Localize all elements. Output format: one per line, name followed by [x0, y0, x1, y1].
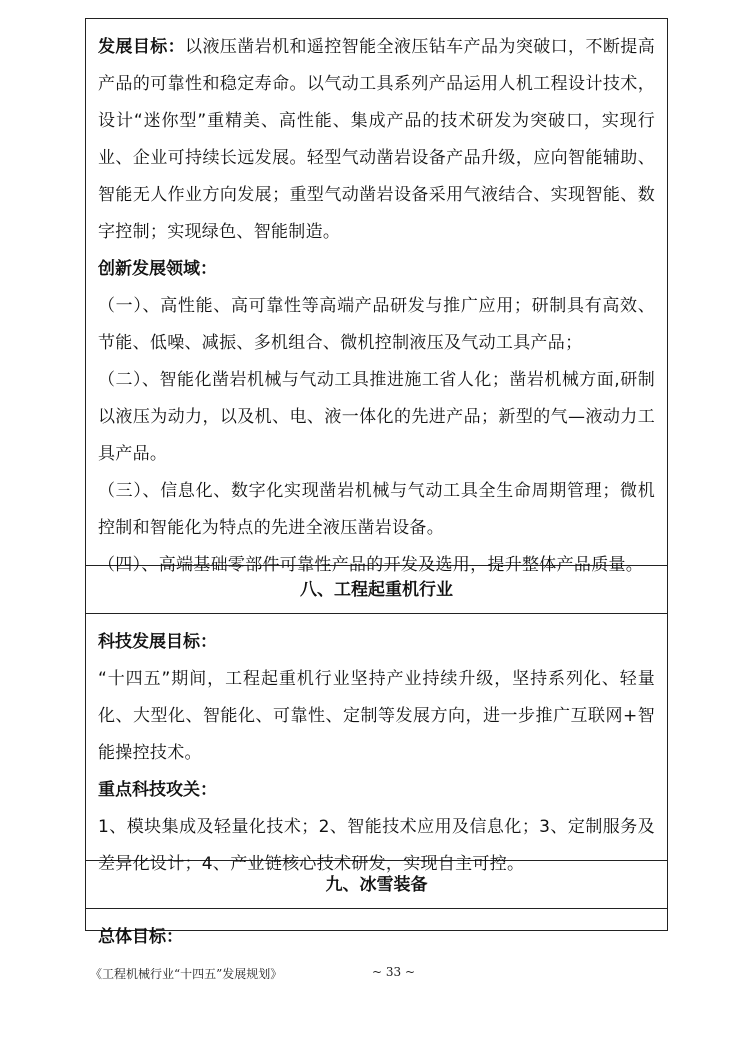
innovation-item-3: （三）、信息化、数字化实现凿岩机械与气动工具全生命周期管理；微机控制和智能化为特点的先进全液压凿岩设备。	[98, 481, 655, 538]
development-goal-label: 发展目标：	[98, 37, 186, 57]
innovation-item-1: （一）、高性能、高可靠性等高端产品研发与推广应用；研制具有高效、节能、低噪、减振、多机组合、微机控制液压及气动工具产品；	[98, 296, 655, 353]
page-number: ~ 33 ~	[372, 965, 416, 979]
key-tech-heading: 重点科技攻关：	[98, 780, 217, 800]
development-goal-text: 以液压凿岩机和遥控智能全液压钻车产品为突破口，不断提高产品的可靠性和稳定寿命。以气动工具系列产品运用人机工程设计技术，设计“迷你型”重精美、高性能、集成产品的技术研发为突破口，实现行业、企业可持续长远发展。轻型气动凿岩设备产品升级，应向智能辅助、智能无人作业方向发展；重型气动凿岩设备采用气液结合、实现智能、数字控制；实现绿色、智能制造。	[98, 37, 655, 242]
innovation-item-4: （四）、高端基础零部件可靠性产品的开发及选用，提升整体产品质量。	[98, 555, 644, 575]
innovation-areas-heading: 创新发展领域：	[98, 259, 217, 279]
section-title-crane: 八、工程起重机行业	[86, 566, 667, 614]
footer-doc-title: 《工程机械行业“十四五”发展规划》	[90, 967, 283, 981]
development-goal-paragraph	[98, 29, 655, 251]
tech-goal-text: “十四五”期间，工程起重机行业坚持产业持续升级，坚持系列化、轻量化、大型化、智能化、可靠性、定制等发展方向，进一步推广互联网+智能操控技术。	[98, 669, 655, 763]
tech-goal-heading: 科技发展目标：	[98, 632, 217, 652]
overall-goal-heading: 总体目标：	[98, 927, 183, 947]
key-tech-text: 1、模块集成及轻量化技术；2、智能技术应用及信息化；3、定制服务及差异化设计；4、产业链核心技术研发，实现自主可控。	[98, 817, 655, 874]
section-ice-snow	[86, 909, 667, 969]
section-rock-drilling	[86, 19, 667, 575]
section-title-ice-snow: 九、冰雪装备	[86, 861, 667, 909]
innovation-item-2: （二）、智能化凿岩机械与气动工具推进施工省人化；凿岩机械方面,研制以液压为动力，以及机、电、液一体化的先进产品；新型的气—液动力工具产品。	[98, 370, 655, 464]
section-crane	[86, 614, 667, 874]
document-table	[85, 18, 668, 947]
